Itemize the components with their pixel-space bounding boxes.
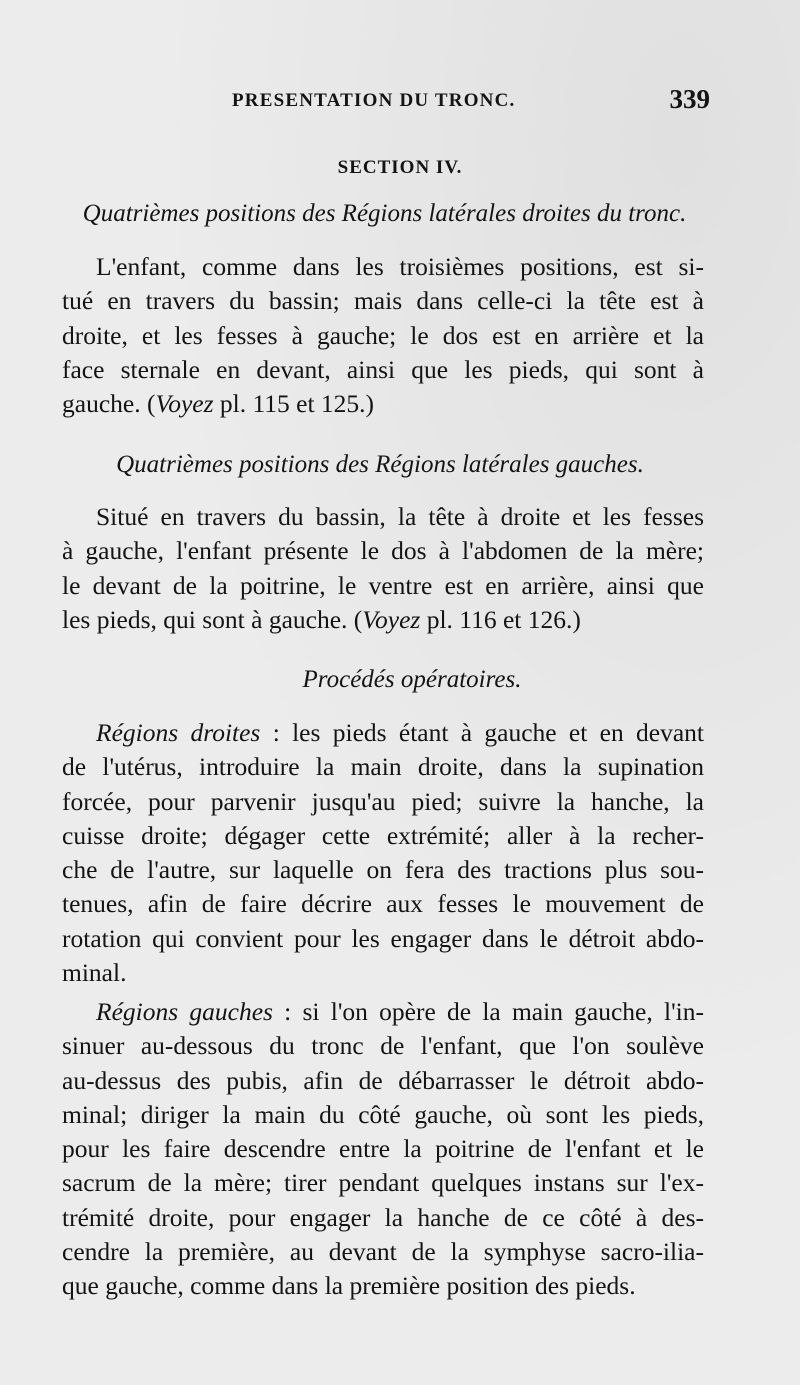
heading-operative-procedures: Procédés opératoires. (302, 666, 522, 693)
text-line: rotation qui convient pour les engager dans le détroit abdo- (62, 923, 704, 953)
heading-left-regions: Quatrièmes positions des Régions latérales gauches. (116, 451, 644, 478)
text-line: face sternale en devant, ainsi que les pieds, qui sont à (62, 354, 704, 384)
run-in-heading: Régions droites (96, 718, 261, 747)
text-line: trémité droite, pour engager la hanche de ce côté à des- (62, 1202, 704, 1232)
plate-reference: pl. 115 et 125.) (213, 389, 375, 419)
page-header (62, 82, 710, 122)
voyez-reference: Voyez (362, 604, 421, 634)
text-fragment: : les pieds étant à gauche et en devant (260, 718, 705, 747)
text-fragment: gauche. ( (62, 389, 156, 419)
text-line: de l'utérus, introduire la main droite, dans la supination (62, 752, 704, 782)
text-line: L'enfant, comme dans les troisièmes positions, est si- (96, 252, 704, 281)
text-line: au-dessus des pubis, afin de débarrasser le détroit abdo- (62, 1065, 704, 1095)
text-fragment: : si l'on opère de la main gauche, l'in- (272, 997, 704, 1026)
paragraph-left-regions (62, 500, 704, 637)
text-line: che de l'autre, sur laquelle on fera des tractions plus sou- (62, 855, 704, 885)
text-line: pour les faire descendre entre la poitrine de l'enfant et le (62, 1134, 704, 1164)
text-line: cuisse droite; dégager cette extrémité; aller à la recher- (62, 820, 704, 850)
text-line: tué en travers du bassin; mais dans celle-ci la tête est à (62, 286, 704, 316)
running-title: PRESENTATION DU TRONC. (232, 90, 516, 111)
text-line (62, 995, 704, 1029)
text-line: minal; diriger la main du côté gauche, où sont les pieds, (62, 1099, 704, 1129)
text-line: le devant de la poitrine, le ventre est en arrière, ainsi que (62, 570, 704, 600)
text-line: sacrum de la mère; tirer pendant quelques instans sur l'ex- (62, 1168, 704, 1198)
text-line: sinuer au-dessous du tronc de l'enfant, que l'on soulève (62, 1031, 704, 1061)
text-line: droite, et les fesses à gauche; le dos est en arrière et la (62, 320, 704, 350)
section-heading: SECTION IV. (337, 157, 463, 178)
page-number: 339 (669, 84, 710, 114)
text-line (62, 387, 704, 421)
text-fragment: les pieds, qui sont à gauche. ( (62, 604, 363, 634)
text-line: forcée, pour parvenir jusqu'au pied; suivre la hanche, la (62, 786, 704, 816)
text-line: que gauche, comme dans la première position des pieds. (62, 1271, 636, 1301)
paragraph-right-regions-procedure (62, 716, 704, 990)
text-line: cendre la première, au devant de la symphyse sacro-ilia- (62, 1237, 704, 1267)
text-line: à gauche, l'enfant présente le dos à l'abdomen de la mère; (62, 536, 704, 566)
heading-right-regions: Quatrièmes positions des Régions latérales droites du tronc. (82, 200, 687, 227)
text-line (62, 716, 704, 750)
plate-reference: pl. 116 et 126.) (420, 604, 581, 634)
text-line: Situé en travers du bassin, la tête à droite et les fesses (96, 502, 704, 531)
text-line: minal. (62, 958, 127, 988)
text-line (62, 603, 704, 637)
voyez-reference: Voyez (155, 389, 214, 419)
paragraph-left-regions-procedure (62, 995, 704, 1304)
text-line: tenues, afin de faire décrire aux fesses le mouvement de (62, 889, 704, 919)
run-in-heading: Régions gauches (96, 997, 273, 1026)
paragraph-right-regions (62, 250, 704, 421)
